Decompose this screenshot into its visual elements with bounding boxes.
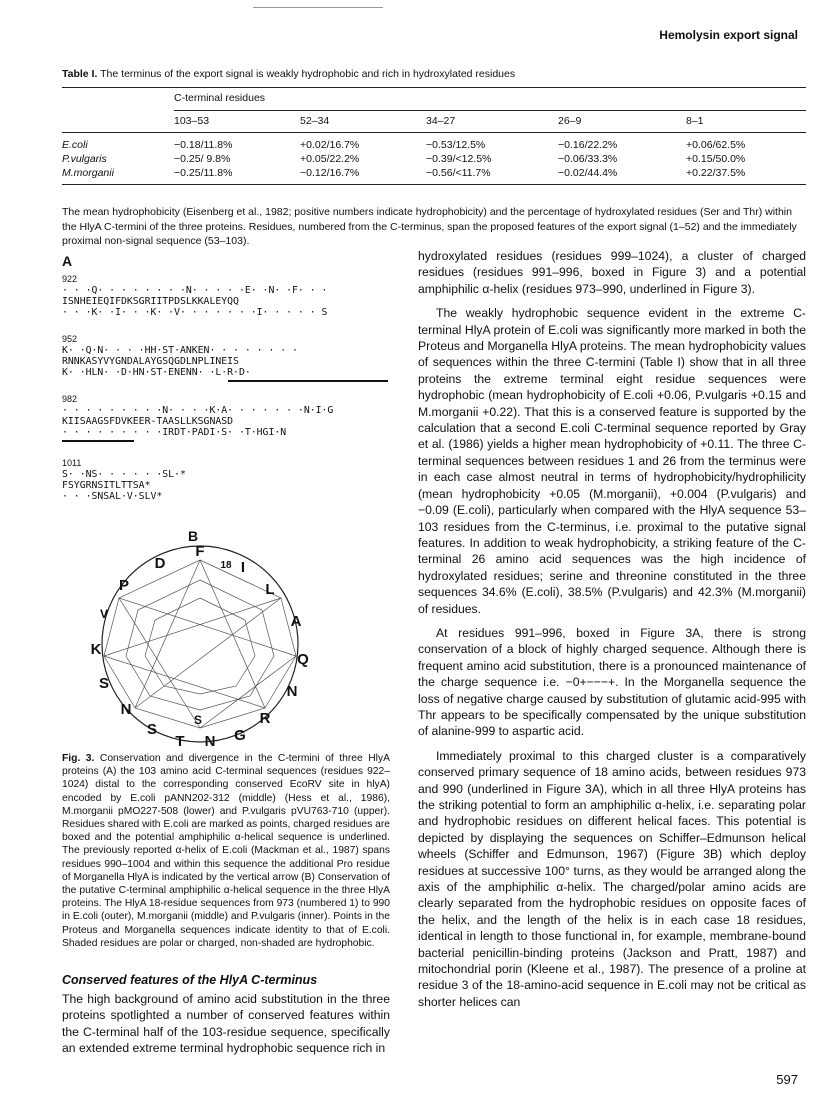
sequence-block	[62, 334, 298, 378]
sequence-block	[62, 458, 186, 502]
table-col-header: 52–34	[300, 115, 330, 127]
wheel-residue: P	[118, 577, 130, 594]
body-paragraph: At residues 991–996, boxed in Figure 3A, there is strong conservation of a block of highly charged sequence. Although there is frequent amino acid substitution, there is a pronounced maintenance of the charge sequence i.e. −0+−−−+. In the Morganella sequence the loss of negative charge caused by substitution of glutamic acid-995 with Thr appears to be specifically compensated by the unique substitution of alanine-999 to aspartic acid.	[418, 625, 806, 739]
wheel-residue: A	[290, 613, 302, 630]
table-cell: −0.12/16.7%	[300, 167, 360, 179]
table-col-header: 34–27	[426, 115, 456, 127]
table-cell: −0.06/33.3%	[558, 153, 618, 165]
wheel-residue: G	[234, 727, 246, 744]
table-cell: −0.16/22.2%	[558, 139, 618, 151]
body-paragraph: Immediately proximal to this charged cluster is a comparatively conserved primary sequence of 18 amino acids, between residues 973 and 990 (underlined in Figure 3A), which in all three HlyA proteins has the striking potential to form an amphiphilic α-helix, i.e. separating polar and hydrophobic residues on different helical faces. This potential is depicted by displaying the sequences on Schiffer–Edmunson helical wheels (Schiffer and Edmunson, 1967) (Figure 3B) which deploy residues at successive 100° turns, as they would be arranged along the axis of the amphiphilic α-helix. The charged/polar amino acids are clearly separated from the hydrophobic residues on opposite faces of the helix, and the length of the helix is in each case 18 residues, identical in length to those functional in, for example, membrane-bound bacterial penicillin-binding proteins (Jackson and Pratt, 1987) and mitochondrial porin (Kleene et al., 1987). The presence of a proline at residue 3 of the 18-amino-acid sequence in E.coli may not be critical as shorter helices can	[418, 748, 806, 1009]
table-row	[62, 152, 806, 166]
left-body-text: The high background of amino acid substitution in the three proteins spotlighted a number of conserved features within the C-terminal half of the 103-residue sequence, specifically an extended extreme terminal hydrophobic sequence rich in	[62, 992, 390, 1056]
wheel-residue: Q	[297, 651, 309, 668]
table-col-header: 8–1	[686, 115, 704, 127]
sequence-block	[62, 274, 327, 318]
sequence-number: 982	[62, 394, 78, 404]
table-label: Table I.	[62, 68, 98, 80]
wheel-residue: S	[98, 675, 110, 692]
sequence-middle: ISNHEIEQIFDKSGRIITPDSLKKALEYQQ	[62, 296, 239, 307]
table-cell: −0.53/12.5%	[426, 139, 486, 151]
table-row-label: P.vulgaris	[62, 153, 107, 165]
table-row-label: E.coli	[62, 139, 88, 151]
sequence-upper: K· ·Q·N· · · ·HH·ST·ANKEN· · · · · · · ·	[62, 345, 298, 356]
running-title: Hemolysin export signal	[659, 28, 798, 42]
wheel-residue: N	[120, 701, 132, 718]
table-cell: −0.25/ 9.8%	[174, 153, 231, 165]
sequence-upper: S· ·NS· · · · · ·SL·*	[62, 469, 186, 480]
wheel-residue: T	[175, 733, 185, 748]
table-col-header: 103–53	[174, 115, 210, 127]
sequence-number: 952	[62, 334, 78, 344]
table-1	[62, 92, 806, 180]
table-col-header: 26–9	[558, 115, 582, 127]
section-heading: Conserved features of the HlyA C-terminus	[62, 973, 318, 987]
body-paragraph: hydroxylated residues (residues 999–1024), a cluster of charged residues (residues 991–996, boxed in Figure 3) and a potential amphiphilic α-helix (residues 973–990, underlined in Figure 3).	[418, 249, 806, 296]
wheel-residue: F	[195, 543, 205, 560]
table-row	[62, 166, 806, 180]
body-paragraph: The weakly hydrophobic sequence evident in the extreme C-terminal HlyA protein of E.coli was significantly more marked in both the Proteus and Morganella HlyA proteins. The mean hydrophobicity values of sequences within the three C-termini (Table I) show that in all three proteins the extreme terminal eight residue sequences were hydrophobic (mean hydrophobicity of E.coli +0.06, P.vulgaris +0.15 and M.morganii +0.22). That this is a conserved feature is supported by the calculation that a second E.coli C-terminal sequence reported by Gray et al. (1986) yields a higher mean hydrophobicity of +0.11. The three C-terminal sequences between residues 1 and 26 from the terminus were in each case almost neutral in terms of hydrophobicity/hydrophilicity (mean hydrophobicity +0.05 (M.morganii), +0.004 (P.vulgaris) and −0.09 (E.coli), particularly when compared with the HlyA sequence 53–103 residues from the C-terminus, i.e. proximal to the putative signal features. In addition to weak hydrophobicity, a striking feature of the C-terminal 26 amino acid sequences was the high incidence of hydroxylated residues; serine and threonine constituted in the three sequences 34.6% (E.coli), 38.5% (P.vulgaris) and 42.3% (M.morganii) of residues.	[418, 306, 806, 616]
table-cell: +0.06/62.5%	[686, 139, 746, 151]
table-cell: −0.02/44.4%	[558, 167, 618, 179]
sequence-lower: · · ·SNSAL·V·SLV*	[62, 491, 163, 502]
table-caption-text: The terminus of the export signal is weakly hydrophobic and rich in hydroxylated residues	[100, 68, 516, 80]
table-group-header: C-terminal residues	[174, 92, 806, 110]
table-row	[62, 138, 806, 152]
table-row-label: M.morganii	[62, 167, 114, 179]
wheel-residue: D	[154, 555, 166, 572]
sequence-lower: · · ·K· ·I· · ·K· ·V· · · · · · ·I· · · · · S	[62, 307, 328, 318]
wheel-residue: L	[265, 581, 275, 598]
sequence-lower: · · · · · · · · ·IRDT·PADI·S· ·T·HGI·N	[62, 427, 287, 438]
table-bottom-rule	[62, 184, 806, 185]
table-cell: +0.02/16.7%	[300, 139, 360, 151]
sequence-middle: FSYGRNSITLTTSA*	[62, 480, 151, 491]
panel-a-label: A	[62, 253, 73, 269]
wheel-residue: S	[146, 721, 158, 738]
wheel-residue: N	[286, 683, 298, 700]
table-cell: +0.22/37.5%	[686, 167, 746, 179]
table-cell: −0.25/11.8%	[174, 167, 233, 179]
panel-b-label: B	[188, 528, 199, 544]
sequence-middle: KIISAAGSFDVKEER-TAASLLKSGNASD	[62, 416, 234, 427]
wheel-residue: N	[204, 733, 216, 748]
table-caption	[62, 68, 515, 80]
table-footnote: The mean hydrophobicity (Eisenberg et al., 1982; positive numbers indicate hydrophobicity) and the percentage of hydroxylated residues (Ser and Thr) within the HlyA C-termini of the three proteins. Residues, numbered from the C-terminus, span the proposed features of the export signal (1–52) and the immediately proximal non-signal sequence (53–103).	[62, 206, 797, 247]
sequence-upper: · · ·Q· · · · · · · ·N· · · · ·E· ·N· ·F· · ·	[62, 285, 328, 296]
sequence-middle: RNNKASYVYGNDALAYGSQGDLNPLINEIS	[62, 356, 239, 367]
table-cell: −0.18/11.8%	[174, 139, 233, 151]
wheel-residue: K	[90, 641, 102, 658]
sequence-number: 922	[62, 274, 78, 284]
table-cell: −0.56/<11.7%	[426, 167, 491, 179]
helix-underline	[228, 380, 388, 382]
sequence-number: 1011	[62, 458, 82, 468]
sequence-lower: K· ·HLN· ·D·HN·ST·ENENN· ·L·R·D·	[62, 367, 251, 378]
wheel-residue: I	[240, 559, 246, 576]
figure-caption	[62, 752, 390, 950]
helix-underline	[62, 440, 134, 442]
figure-caption-label: Fig. 3.	[62, 753, 95, 764]
table-cell: +0.15/50.0%	[686, 153, 746, 165]
table-top-rule	[62, 87, 806, 88]
table-cell: −0.39/<12.5%	[426, 153, 492, 165]
sequence-block	[62, 394, 333, 438]
sequence-upper: · · · · · · · · ·N· · · ·K·A· · · · · · ·N·I·G	[62, 405, 334, 416]
figure-caption-text: Conservation and divergence in the C-termini of three HlyA proteins (A) the 103 amino acid C-terminal sequences (residues 922–1024) distal to the corresponding conserved EcoRV site in hlyA) encoded by E.coli pANN202-312 (middle) (Hess et al., 1986), M.morganii pMO227-508 (lower) and P.vulgaris pVU763-710 (upper). Residues shared with E.coli are marked as points, charged residues are boxed and the potential amphiphilic α-helical sequence is underlined. The previously reported α-helix of E.coli (Mackman et al., 1987) spans residues 990–1004 and within this sequence the additional Pro residue of Morganella HlyA is indicated by the vertical arrow (B) Conservation of the putative C-terminal amphiphilic α-helical sequence in the three HlyA proteins. The HlyA 18-residue sequences from 973 (numbered 1) to 990 in E.coli (outer), M.morganii (middle) and P.vulgaris (inner). Points in the Proteus and Morganella sequences indicate identity to that of E.coli. Shaded residues are polar or charged, non-shaded are hydrophobic.	[62, 753, 390, 949]
helical-wheel	[60, 538, 340, 748]
table-cell: +0.05/22.2%	[300, 153, 360, 165]
wheel-residue: S	[193, 713, 203, 727]
wheel-number: 18	[220, 560, 232, 571]
wheel-residue: V	[99, 607, 109, 621]
wheel-residue: R	[259, 710, 271, 727]
page-number: 597	[776, 1072, 798, 1087]
right-column	[418, 248, 806, 1010]
header-rule	[253, 7, 383, 8]
